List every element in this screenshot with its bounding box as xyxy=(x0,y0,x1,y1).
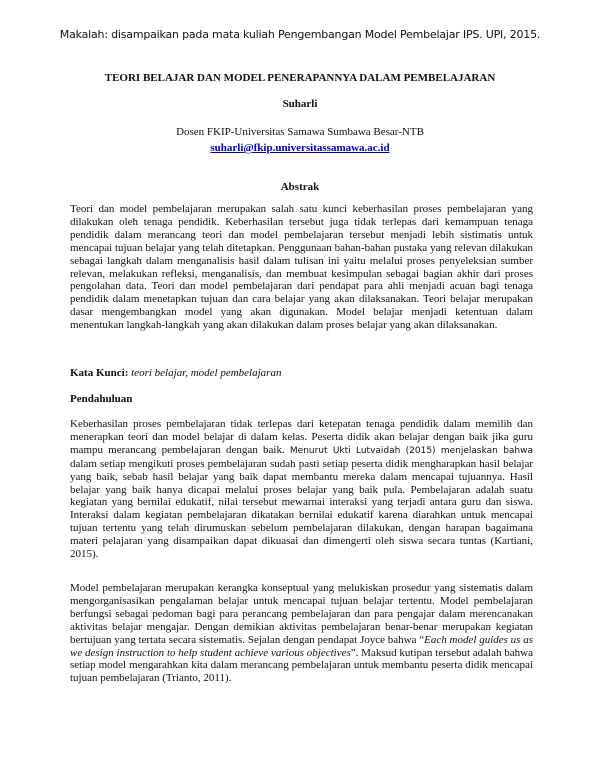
keywords-label: Kata Kunci: xyxy=(70,367,129,379)
author-name: Suharli xyxy=(282,98,318,110)
intro-p1-text-a: Keberhasilan proses pembelajaran tidak terlepas dari ketepatan tenaga pendidik dalam memilih dan menerapkan teori dan model belajar di dalam kelas. Peserta didik akan belajar dengan baik jika guru mampu merancang pembelajaran dengan baik. xyxy=(70,418,533,456)
author-affiliation: Dosen FKIP-Universitas Samawa Sumbawa Besar-NTB xyxy=(176,126,424,138)
intro-p1-text-b: dalam setiap mengikuti proses pembelajaran sudah pasti setiap peserta didik mengharapkan hasil belajar yang baik, sebab hasil belajar yang baik dapat membantu mereka dalam mencapai tujuannya. Hasil belajar yang baik hanya dicapai melalui proses belajar yang baik pula. Pembelajaran adalah suatu kegiatan yang bernilai edukatif, nilai tersebut mewarnai interaksi yang terjadi antara guru dan siswa. Interaksi dalam kegiatan pembelajaran dikatakan bernilai edukatif karena diarahkan untuk mencapai tujuan tertentu yang telah dirumuskan sebelum pembelajaran dilakukan, dengan harapan bagaimana materi pelajaran yang disampaikan dapat dikuasai dan dimengerti oleh siswa secara tuntas (Kartiani, 2015). xyxy=(70,457,533,561)
intro-paragraph-2 xyxy=(70,582,533,685)
keywords xyxy=(70,367,533,379)
paper-title: TEORI BELAJAR DAN MODEL PENERAPANNYA DALAM PEMBELAJARAN xyxy=(104,72,496,84)
intro-p2-quote: Each model guides us as we design instruction to help student achieve various objectives xyxy=(70,633,534,659)
intro-p2-text-a: Model pembelajaran merupakan kerangka konseptual yang melukiskan prosedur yang sistematis dalam mengorganisasikan pengalaman belajar untuk mencapai tujuan belajar tertentu. Model pembelajaran berfungsi sebagai pedoman bagi para perancang pembelajaran dan para pengajar dalam merencanakan aktivitas belajar mengajar. Dengan demikian aktivitas pembelajaran benar-benar merupakan kegiatan bertujuan yang tertata secara sistematis. Sejalan dengan pendapat Joyce bahwa “ xyxy=(70,582,533,646)
running-header: Makalah: disampaikan pada mata kuliah Pengembangan Model Pembelajar IPS. UPI, 2015. xyxy=(59,28,541,41)
email-link[interactable]: suharli@fkip.universitassamawa.ac.id xyxy=(210,142,390,154)
intro-paragraph-1 xyxy=(70,418,533,561)
abstract-heading: Abstrak xyxy=(280,181,320,193)
intro-p1-citation: Menurut Ukti Lutvaidah (2015) menjelaskan bahwa xyxy=(289,445,533,456)
intro-heading: Pendahuluan xyxy=(70,393,133,405)
intro-p2-text-b: ”. Maksud kutipan tersebut adalah bahwa setiap model mengarahkan kita dalam merancang pembelajaran untuk membantu peserta didik mencapai tujuan pembelajaran (Trianto, 2011). xyxy=(70,646,533,685)
author-email xyxy=(0,142,600,154)
keywords-text: teori belajar, model pembelajaran xyxy=(131,367,282,379)
abstract-text: Teori dan model pembelajaran merupakan salah satu kunci keberhasilan proses pembelajaran yang dilakukan oleh tenaga pendidik. Keberhasilan tersebut juga tidak terlepas dari kemampuan tenaga pendidik dalam merancang teori dan model pembelajaran tersebut menjadi lebih sistimatis untuk mencapai tujuan belajar yang telah ditetapkan. Penggunaan bahan-bahan pustaka yang relevan dilakukan sebagai langkah dalam menganalisis hasil dalam tulisan ini yaitu melalui proses penyeleksian sumber relevan, melakukan refleksi, menganalisis, dan membuat kesimpulan sebagai bagian akhir dari proses pengolahan data. Teori dan model pembelajaran dari pendapat para ahli menjadi acuan bagi tenaga pendidik dalam menetapkan tujuan dan cara belajar yang akan dilaksanakan. Teori belajar merupakan dasar mengembangkan model yang akan digunakan. Model belajar menjadi ketentuan dalam menentukan langkah-langkah yang akan dilakukan dalam proses belajar yang akan dilaksanakan. xyxy=(70,203,533,332)
